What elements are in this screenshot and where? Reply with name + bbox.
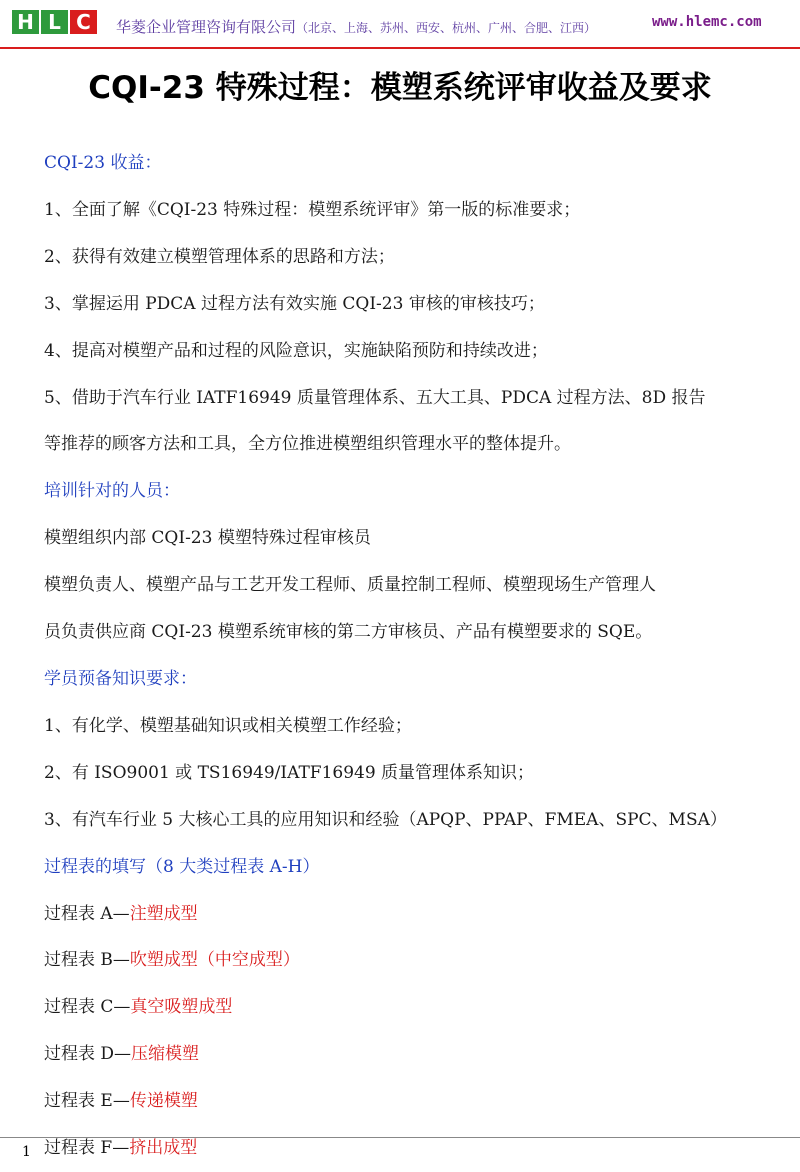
logo-letter-l: L (41, 10, 68, 34)
company-name (116, 16, 596, 37)
process-table-item (44, 1078, 774, 1125)
audience-heading: 培训针对的人员： (44, 481, 180, 502)
process-table-item (44, 937, 774, 984)
benefit-item: 等推荐的顾客方法和工具，全方位推进模塑组织管理水平的整体提升。 (44, 434, 571, 455)
process-table-item (44, 1031, 774, 1078)
process-table-item (44, 891, 774, 938)
logo-letter-c: C (70, 10, 97, 34)
footer-divider (0, 1137, 800, 1138)
audience-item: 模塑负责人、模塑产品与工艺开发工程师、质量控制工程师、模塑现场生产管理人 (44, 575, 656, 596)
prerequisite-item: 1、有化学、模塑基础知识或相关模塑工作经验； (44, 715, 412, 736)
process-table-item (44, 984, 774, 1031)
audience-item: 模塑组织内部 CQI-23 模塑特殊过程审核员 (44, 528, 371, 549)
process-table-name: 吹塑成型（中空成型） (129, 950, 300, 971)
company-cities: （北京、上海、苏州、西安、杭州、广州、合肥、江西） (296, 21, 597, 35)
benefit-item: 2、获得有效建立模塑管理体系的思路和方法； (44, 246, 395, 267)
header-divider (0, 47, 800, 49)
website-link[interactable]: www.hlemc.com (652, 14, 762, 30)
logo-letter-h: H (12, 10, 39, 34)
benefits-heading: CQI-23 收益： (44, 153, 162, 173)
process-table-prefix: 过程表 A— (44, 903, 130, 924)
company-name-text: 华菱企业管理咨询有限公司 (116, 18, 297, 36)
benefit-item: 3、掌握运用 PDCA 过程方法有效实施 CQI-23 审核的审核技巧； (44, 293, 545, 314)
benefit-item: 1、全面了解《CQI-23 特殊过程：模塑系统评审》第一版的标准要求； (44, 199, 581, 220)
process-table-item (44, 1125, 774, 1172)
prerequisites-heading: 学员预备知识要求： (44, 668, 197, 689)
process-table-name: 注塑成型 (129, 903, 198, 924)
process-table-prefix: 过程表 E— (44, 1091, 130, 1112)
prerequisite-item: 2、有 ISO9001 或 TS16949/IATF16949 质量管理体系知识； (44, 762, 535, 783)
page-title: CQI-23 特殊过程：模塑系统评审收益及要求 (88, 70, 712, 106)
process-table-name: 传递模塑 (129, 1091, 198, 1112)
document-body (44, 140, 774, 1172)
process-table-prefix: 过程表 F— (44, 1138, 130, 1159)
process-table-prefix: 过程表 C— (44, 997, 131, 1018)
page-header (0, 0, 800, 56)
process-table-prefix: 过程表 D— (44, 1044, 132, 1065)
process-tables-heading: 过程表的填写（8 大类过程表 A-H） (44, 856, 320, 877)
process-table-name: 挤出成型 (129, 1138, 198, 1159)
benefit-item: 4、提高对模塑产品和过程的风险意识，实施缺陷预防和持续改进； (44, 340, 548, 361)
audience-item: 员负责供应商 CQI-23 模塑系统审核的第二方审核员、产品有模塑要求的 SQE。 (44, 622, 653, 643)
process-table-name: 真空吸塑成型 (130, 997, 233, 1018)
prerequisite-item: 3、有汽车行业 5 大核心工具的应用知识和经验（APQP、PPAP、FMEA、SPC、MSA） (44, 809, 727, 830)
process-table-prefix: 过程表 B— (44, 950, 130, 971)
company-logo (12, 10, 99, 34)
benefit-item: 5、借助于汽车行业 IATF16949 质量管理体系、五大工具、PDCA 过程方法、8D 报告 (44, 387, 706, 408)
page-number: 1 (22, 1144, 31, 1160)
process-table-name: 压缩模塑 (131, 1044, 200, 1065)
